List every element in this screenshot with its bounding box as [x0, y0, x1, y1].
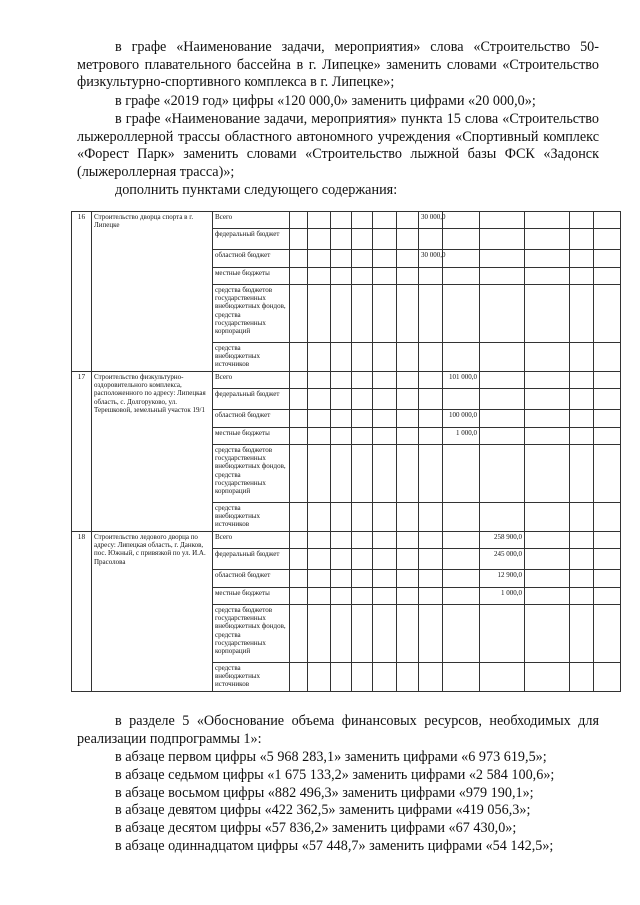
table-cell: [419, 588, 443, 605]
table-cell: [308, 663, 331, 692]
table-cell: [594, 212, 621, 229]
table-cell: [352, 570, 373, 588]
table-cell: [480, 445, 525, 503]
table-cell: [290, 410, 308, 428]
table-cell: [373, 532, 397, 549]
table-cell: [331, 389, 352, 410]
table-cell: [570, 588, 594, 605]
table-cell: [308, 532, 331, 549]
table-cell: [397, 250, 419, 268]
table-cell: [373, 372, 397, 389]
funding-value: [443, 445, 480, 503]
table-cell: [308, 389, 331, 410]
table-cell: [480, 372, 525, 389]
table-cell: [570, 343, 594, 372]
table-cell: [594, 549, 621, 570]
table-cell: [373, 549, 397, 570]
table-cell: [397, 570, 419, 588]
funding-source-label: местные бюджеты: [213, 428, 290, 445]
table-cell: [397, 212, 419, 229]
table-cell: [308, 549, 331, 570]
table-cell: [352, 503, 373, 532]
table-cell: [373, 445, 397, 503]
table-cell: [594, 285, 621, 343]
table-cell: [570, 570, 594, 588]
table-cell: [480, 285, 525, 343]
funding-value: 100 000,0: [443, 410, 480, 428]
table-cell: [352, 229, 373, 250]
table-cell: [373, 229, 397, 250]
table-cell: [570, 605, 594, 663]
table-cell: [308, 212, 331, 229]
table-row: [72, 372, 621, 389]
table-cell: [352, 389, 373, 410]
table-cell: [480, 229, 525, 250]
funding-source-label: Всего: [213, 532, 290, 549]
funding-value: [443, 389, 480, 410]
row-number: 17: [72, 372, 92, 532]
table-cell: [308, 372, 331, 389]
row-number: 18: [72, 532, 92, 692]
table-cell: [352, 268, 373, 285]
table-cell: [308, 343, 331, 372]
table-cell: [331, 503, 352, 532]
table-cell: [308, 285, 331, 343]
table-cell: [352, 605, 373, 663]
row-number: 16: [72, 212, 92, 372]
funding-value: [419, 268, 443, 285]
paragraph-abzac-7: в абзаце седьмом цифры «1 675 133,2» заменить цифрами «2 584 100,6»;: [115, 767, 555, 783]
paragraph-abzac-8: в абзаце восьмом цифры «882 496,3» заменить цифрами «979 190,1»;: [115, 785, 534, 801]
table-cell: [352, 549, 373, 570]
program-table-body: [72, 212, 621, 692]
table-cell: [525, 410, 570, 428]
table-cell: [290, 343, 308, 372]
table-cell: [397, 663, 419, 692]
table-cell: [373, 250, 397, 268]
funding-source-label: средства бюджетов государственных внебюджетных фондов, средства государственных корпораций: [213, 445, 290, 503]
table-cell: [397, 503, 419, 532]
funding-value: 101 000,0: [443, 372, 480, 389]
table-cell: [570, 285, 594, 343]
table-cell: [373, 663, 397, 692]
table-cell: [594, 410, 621, 428]
table-cell: [480, 389, 525, 410]
table-cell: [525, 343, 570, 372]
table-cell: [352, 410, 373, 428]
table-cell: [443, 663, 480, 692]
paragraph-section-5: в разделе 5 «Обоснование объема финансовых ресурсов, необходимых для реализации подпрограммы 1»:: [77, 713, 599, 747]
table-cell: [331, 428, 352, 445]
table-cell: [594, 372, 621, 389]
funding-source-label: федеральный бюджет: [213, 389, 290, 410]
table-cell: [308, 570, 331, 588]
funding-value: 30 000,0: [419, 212, 443, 229]
table-cell: [397, 445, 419, 503]
table-row: [72, 212, 621, 229]
table-cell: [419, 605, 443, 663]
table-cell: [397, 268, 419, 285]
table-cell: [397, 532, 419, 549]
funding-source-label: Всего: [213, 212, 290, 229]
table-cell: [331, 663, 352, 692]
table-cell: [594, 663, 621, 692]
table-cell: [397, 428, 419, 445]
table-cell: [443, 229, 480, 250]
table-cell: [570, 532, 594, 549]
table-cell: [352, 445, 373, 503]
funding-source-label: федеральный бюджет: [213, 229, 290, 250]
funding-source-label: областной бюджет: [213, 250, 290, 268]
table-cell: [525, 445, 570, 503]
table-cell: [397, 285, 419, 343]
table-cell: [525, 250, 570, 268]
paragraph-replace-title-15: в графе «Наименование задачи, мероприятия» слова «Строительство 50-метрового плавательного бассейна в г. Липецке» заменить словами «Строительство физкультурно-спортивного комплекса в г. Липецке»;: [77, 39, 599, 91]
table-cell: [331, 588, 352, 605]
table-cell: [308, 229, 331, 250]
table-cell: [570, 549, 594, 570]
table-cell: [570, 445, 594, 503]
table-cell: [290, 503, 308, 532]
funding-source-label: средства внебюджетных источников: [213, 343, 290, 372]
funding-value: 245 000,0: [480, 549, 525, 570]
event-name: Строительство физкультурно-оздоровительного комплекса, расположенного по адресу: Липецкая область, с. Долгоруково, ул. Терешковой, земельный участок 19/1: [92, 372, 213, 532]
table-cell: [397, 549, 419, 570]
funding-source-label: областной бюджет: [213, 410, 290, 428]
table-cell: [290, 389, 308, 410]
table-cell: [570, 410, 594, 428]
table-cell: [352, 532, 373, 549]
table-cell: [331, 250, 352, 268]
table-cell: [480, 503, 525, 532]
table-cell: [570, 229, 594, 250]
table-cell: [525, 212, 570, 229]
funding-source-label: средства внебюджетных источников: [213, 663, 290, 692]
table-cell: [373, 410, 397, 428]
table-cell: [373, 605, 397, 663]
funding-source-label: областной бюджет: [213, 570, 290, 588]
funding-value: [419, 229, 443, 250]
table-cell: [419, 445, 443, 503]
table-cell: [525, 570, 570, 588]
funding-value: [419, 285, 443, 343]
table-cell: [352, 663, 373, 692]
table-cell: [419, 503, 443, 532]
table-cell: [480, 343, 525, 372]
table-cell: [397, 410, 419, 428]
table-cell: [570, 268, 594, 285]
table-cell: [352, 250, 373, 268]
table-cell: [397, 229, 419, 250]
table-cell: [419, 389, 443, 410]
table-cell: [331, 268, 352, 285]
table-cell: [419, 410, 443, 428]
table-cell: [525, 605, 570, 663]
table-cell: [594, 588, 621, 605]
funding-source-label: местные бюджеты: [213, 268, 290, 285]
table-cell: [373, 428, 397, 445]
table-cell: [331, 229, 352, 250]
table-cell: [443, 605, 480, 663]
table-cell: [373, 503, 397, 532]
table-cell: [480, 268, 525, 285]
table-cell: [443, 343, 480, 372]
event-name: Строительство дворца спорта в г. Липецке: [92, 212, 213, 372]
table-cell: [570, 428, 594, 445]
table-cell: [594, 532, 621, 549]
program-table: [71, 211, 621, 692]
table-cell: [594, 343, 621, 372]
table-cell: [308, 268, 331, 285]
table-cell: [525, 372, 570, 389]
funding-value: 1 000,0: [443, 428, 480, 445]
table-cell: [331, 285, 352, 343]
table-cell: [594, 605, 621, 663]
table-cell: [290, 229, 308, 250]
table-cell: [594, 570, 621, 588]
table-cell: [525, 549, 570, 570]
funding-value: 1 000,0: [480, 588, 525, 605]
table-cell: [525, 428, 570, 445]
table-cell: [290, 372, 308, 389]
table-cell: [331, 532, 352, 549]
table-cell: [290, 212, 308, 229]
table-cell: [352, 285, 373, 343]
table-cell: [594, 268, 621, 285]
table-cell: [373, 570, 397, 588]
table-cell: [290, 663, 308, 692]
paragraph-replace-2019: в графе «2019 год» цифры «120 000,0» заменить цифрами «20 000,0»;: [115, 93, 536, 109]
table-cell: [308, 428, 331, 445]
funding-value: [419, 343, 443, 372]
table-cell: [525, 389, 570, 410]
table-cell: [594, 250, 621, 268]
funding-value: [480, 663, 525, 692]
funding-source-label: Всего: [213, 372, 290, 389]
table-cell: [290, 285, 308, 343]
table-cell: [373, 588, 397, 605]
table-cell: [443, 285, 480, 343]
table-cell: [570, 503, 594, 532]
funding-value: [443, 503, 480, 532]
table-cell: [331, 549, 352, 570]
table-cell: [443, 549, 480, 570]
table-cell: [308, 410, 331, 428]
table-cell: [352, 212, 373, 229]
table-cell: [331, 372, 352, 389]
funding-source-label: федеральный бюджет: [213, 549, 290, 570]
table-cell: [397, 605, 419, 663]
table-cell: [480, 212, 525, 229]
table-cell: [397, 343, 419, 372]
table-cell: [397, 372, 419, 389]
table-cell: [594, 428, 621, 445]
table-cell: [525, 532, 570, 549]
table-cell: [419, 549, 443, 570]
funding-source-label: средства бюджетов государственных внебюджетных фондов, средства государственных корпораций: [213, 605, 290, 663]
table-cell: [331, 343, 352, 372]
table-cell: [480, 410, 525, 428]
table-cell: [352, 372, 373, 389]
table-cell: [397, 588, 419, 605]
table-cell: [308, 250, 331, 268]
funding-source-label: средства внебюджетных источников: [213, 503, 290, 532]
funding-source-label: местные бюджеты: [213, 588, 290, 605]
table-cell: [373, 212, 397, 229]
table-cell: [290, 268, 308, 285]
table-cell: [308, 503, 331, 532]
paragraph-abzac-9: в абзаце девятом цифры «422 362,5» заменить цифрами «419 056,3»;: [115, 802, 531, 818]
paragraph-abzac-1: в абзаце первом цифры «5 968 283,1» заменить цифрами «6 973 619,5»;: [115, 749, 547, 765]
table-cell: [443, 212, 480, 229]
funding-source-label: средства бюджетов государственных внебюджетных фондов, средства государственных корпораций: [213, 285, 290, 343]
table-cell: [352, 588, 373, 605]
table-cell: [594, 445, 621, 503]
table-cell: [443, 588, 480, 605]
paragraph-replace-item-15: в графе «Наименование задачи, мероприятия» пункта 15 слова «Строительство лыжероллерной трассы областного автономного учреждения «Спортивный комплекс «Форест Парк» заменить словами «Строительство лыжной базы ФСК «Задонск (лыжероллерная трасса)»;: [77, 111, 599, 180]
table-cell: [331, 605, 352, 663]
table-cell: [419, 372, 443, 389]
table-cell: [352, 343, 373, 372]
funding-value: 258 900,0: [480, 532, 525, 549]
table-cell: [594, 503, 621, 532]
table-cell: [525, 268, 570, 285]
funding-value: 12 900,0: [480, 570, 525, 588]
table-cell: [525, 663, 570, 692]
table-cell: [570, 663, 594, 692]
table-cell: [397, 389, 419, 410]
paragraph-abzac-11: в абзаце одиннадцатом цифры «57 448,7» заменить цифрами «54 142,5»;: [115, 838, 554, 854]
table-cell: [373, 389, 397, 410]
table-cell: [443, 250, 480, 268]
table-cell: [290, 532, 308, 549]
table-cell: [443, 532, 480, 549]
table-cell: [419, 663, 443, 692]
funding-value: [480, 605, 525, 663]
table-cell: [290, 588, 308, 605]
table-cell: [480, 250, 525, 268]
funding-value: 30 000,0: [419, 250, 443, 268]
table-cell: [373, 268, 397, 285]
paragraph-add-items: дополнить пунктами следующего содержания:: [115, 182, 398, 198]
table-cell: [290, 428, 308, 445]
table-cell: [419, 532, 443, 549]
table-cell: [570, 250, 594, 268]
table-cell: [525, 285, 570, 343]
table-cell: [352, 428, 373, 445]
table-cell: [290, 549, 308, 570]
table-cell: [290, 570, 308, 588]
table-cell: [570, 212, 594, 229]
table-cell: [525, 229, 570, 250]
table-cell: [594, 229, 621, 250]
table-cell: [570, 372, 594, 389]
event-name: Строительство ледового дворца по адресу: Липецкая область, г. Данков, пос. Южный, с привязкой по ул. И.А. Прасолова: [92, 532, 213, 692]
table-cell: [373, 343, 397, 372]
table-cell: [525, 503, 570, 532]
table-cell: [570, 389, 594, 410]
table-cell: [331, 212, 352, 229]
table-cell: [443, 570, 480, 588]
table-cell: [290, 605, 308, 663]
table-cell: [331, 410, 352, 428]
table-cell: [290, 250, 308, 268]
table-cell: [308, 588, 331, 605]
table-cell: [373, 285, 397, 343]
table-cell: [290, 445, 308, 503]
table-cell: [419, 570, 443, 588]
table-cell: [443, 268, 480, 285]
table-row: [72, 532, 621, 549]
table-cell: [308, 445, 331, 503]
table-cell: [419, 428, 443, 445]
paragraph-abzac-10: в абзаце десятом цифры «57 836,2» заменить цифрами «67 430,0»;: [115, 820, 517, 836]
table-cell: [331, 445, 352, 503]
table-cell: [331, 570, 352, 588]
table-cell: [525, 588, 570, 605]
table-cell: [480, 428, 525, 445]
table-cell: [308, 605, 331, 663]
table-cell: [594, 389, 621, 410]
